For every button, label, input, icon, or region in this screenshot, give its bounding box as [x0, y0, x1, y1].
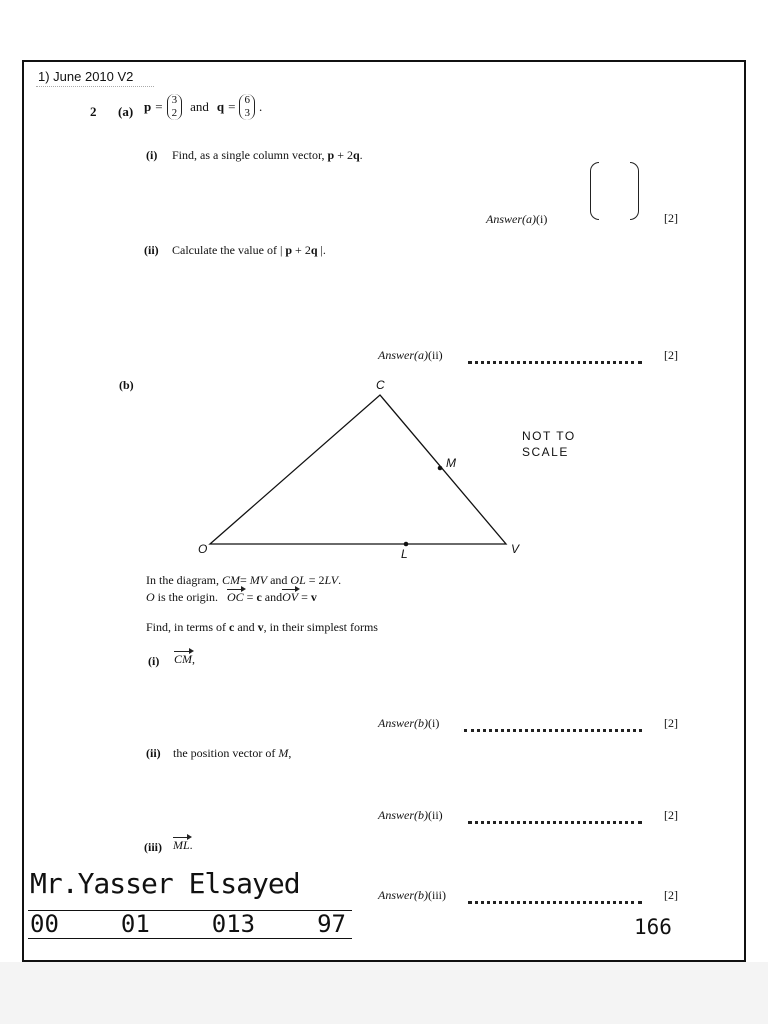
footer-rule-bottom	[28, 938, 352, 939]
find-and: and	[237, 620, 255, 634]
expr-q: q	[310, 243, 318, 257]
modulus-open: |	[279, 243, 283, 257]
desc-text: In the diagram,	[146, 573, 219, 587]
desc-origin-text: is the origin.	[157, 590, 218, 604]
expr-p: p	[327, 148, 335, 162]
question-end: ,	[288, 746, 292, 760]
desc-eq: =	[239, 573, 247, 587]
vector-oc: OC	[227, 590, 244, 604]
q-name: q	[216, 99, 225, 114]
part-a-ii-text: Calculate the value of	[172, 243, 277, 257]
sentence-end: .	[258, 99, 263, 114]
part-b-iii-label: (iii)	[144, 840, 162, 854]
marks-b-ii: [2]	[664, 808, 678, 822]
author-name: Mr.Yasser Elsayed	[30, 867, 300, 900]
vector-v: v	[310, 590, 317, 604]
seg-lv: LV	[324, 573, 339, 587]
expr-p: p	[285, 243, 293, 257]
page-number: 166	[634, 915, 672, 939]
vector-v: v	[257, 620, 264, 634]
marks-a-ii: [2]	[664, 348, 678, 362]
p-vector-top: 3	[171, 94, 178, 106]
part-a-i-text: Find, as a single column vector,	[172, 148, 325, 162]
code-part-2: 01	[120, 910, 150, 938]
question-end: ,	[192, 652, 195, 666]
code-part-4: 97	[317, 910, 346, 938]
desc-and: and	[270, 573, 288, 587]
origin-o: O	[146, 590, 155, 604]
and-word: and	[190, 99, 209, 114]
answer-part-text: (iii)	[428, 888, 446, 902]
answer-b-i-line	[464, 729, 642, 732]
desc-end: .	[338, 573, 342, 587]
answer-part-text: (ii)	[428, 808, 443, 822]
part-b-ii-label: (ii)	[146, 746, 161, 760]
find-instruction	[146, 620, 378, 635]
part-b-ii-text: the position vector of	[173, 746, 276, 760]
triangle-diagram	[24, 62, 744, 960]
label-l: L	[401, 547, 408, 561]
vector-c: c	[256, 590, 262, 604]
seg-ol: OL	[290, 573, 306, 587]
vector-cm: CM	[174, 652, 192, 666]
part-a-label: (a)	[118, 104, 134, 119]
modulus-close: |.	[320, 243, 326, 257]
answer-b-ii-line	[468, 821, 642, 824]
q-vector-top: 6	[244, 94, 250, 106]
expr-plus-two: + 2	[337, 148, 353, 162]
label-c: C	[376, 378, 385, 392]
question-number: 2	[90, 104, 97, 119]
point-m-dot	[438, 466, 443, 471]
label-o: O	[198, 542, 208, 556]
answer-b-iii-line	[468, 901, 642, 904]
answer-part-text: (i)	[536, 212, 548, 226]
marks-a-i: [2]	[664, 211, 678, 225]
equals-sign: =	[155, 99, 163, 114]
answer-label-text: Answer(b)	[378, 888, 428, 902]
find-text: Find, in terms of	[146, 620, 226, 634]
footer-code	[28, 910, 352, 940]
answer-label-text: Answer(a)	[378, 348, 428, 362]
expr-q: q	[352, 148, 360, 162]
seg-mv: MV	[249, 573, 268, 587]
answer-label-text: Answer(b)	[378, 808, 428, 822]
p-name: p	[144, 99, 152, 114]
expr-end: .	[359, 148, 363, 162]
marks-b-iii: [2]	[664, 888, 678, 902]
desc-and: and	[264, 590, 283, 604]
triangle-ocv	[210, 395, 506, 544]
seg-cm: CM	[221, 573, 240, 587]
answer-b-ii-label	[378, 808, 443, 823]
desc-eq: =	[246, 590, 254, 604]
label-v: V	[511, 542, 520, 556]
answer-b-i-label	[378, 716, 439, 731]
part-b-i-question	[174, 652, 195, 667]
equals-sign: =	[228, 99, 236, 114]
find-text-end: , in their simplest forms	[263, 620, 378, 634]
p-vector-bottom: 2	[171, 107, 178, 119]
part-a-i-label: (i)	[146, 148, 158, 162]
desc-eq: =	[301, 590, 308, 604]
part-a-ii-label: (ii)	[144, 243, 159, 257]
expr-plus-two: + 2	[295, 243, 311, 257]
question-sheet	[22, 60, 746, 962]
answer-part-text: (ii)	[428, 348, 443, 362]
code-part-1: 00	[30, 910, 59, 938]
label-m: M	[446, 456, 456, 470]
part-b-iii-question	[173, 838, 193, 853]
desc-eq-two: = 2	[308, 573, 325, 587]
question-end: .	[189, 838, 193, 852]
answer-label-text: Answer(a)	[486, 212, 536, 226]
point-l-dot	[404, 542, 409, 547]
part-b-ii-question	[173, 746, 291, 761]
vector-ov: OV	[282, 590, 299, 604]
answer-b-iii-label	[378, 888, 446, 903]
point-m: M	[278, 746, 289, 760]
part-b-label: (b)	[119, 378, 134, 392]
part-b-i-label: (i)	[148, 654, 160, 668]
diagram-description-line2	[146, 590, 317, 605]
code-part-3: 013	[211, 910, 256, 938]
not-to-scale-note: NOT TO SCALE	[522, 429, 576, 459]
q-vector-bottom: 3	[244, 107, 250, 119]
answer-part-text: (i)	[428, 716, 440, 730]
source-tag: 1) June 2010 V2	[38, 69, 134, 84]
page-background-band	[0, 962, 768, 1024]
vector-ml: ML	[173, 838, 190, 852]
marks-b-i: [2]	[664, 716, 678, 730]
answer-label-text: Answer(b)	[378, 716, 428, 730]
vector-c: c	[229, 620, 235, 634]
